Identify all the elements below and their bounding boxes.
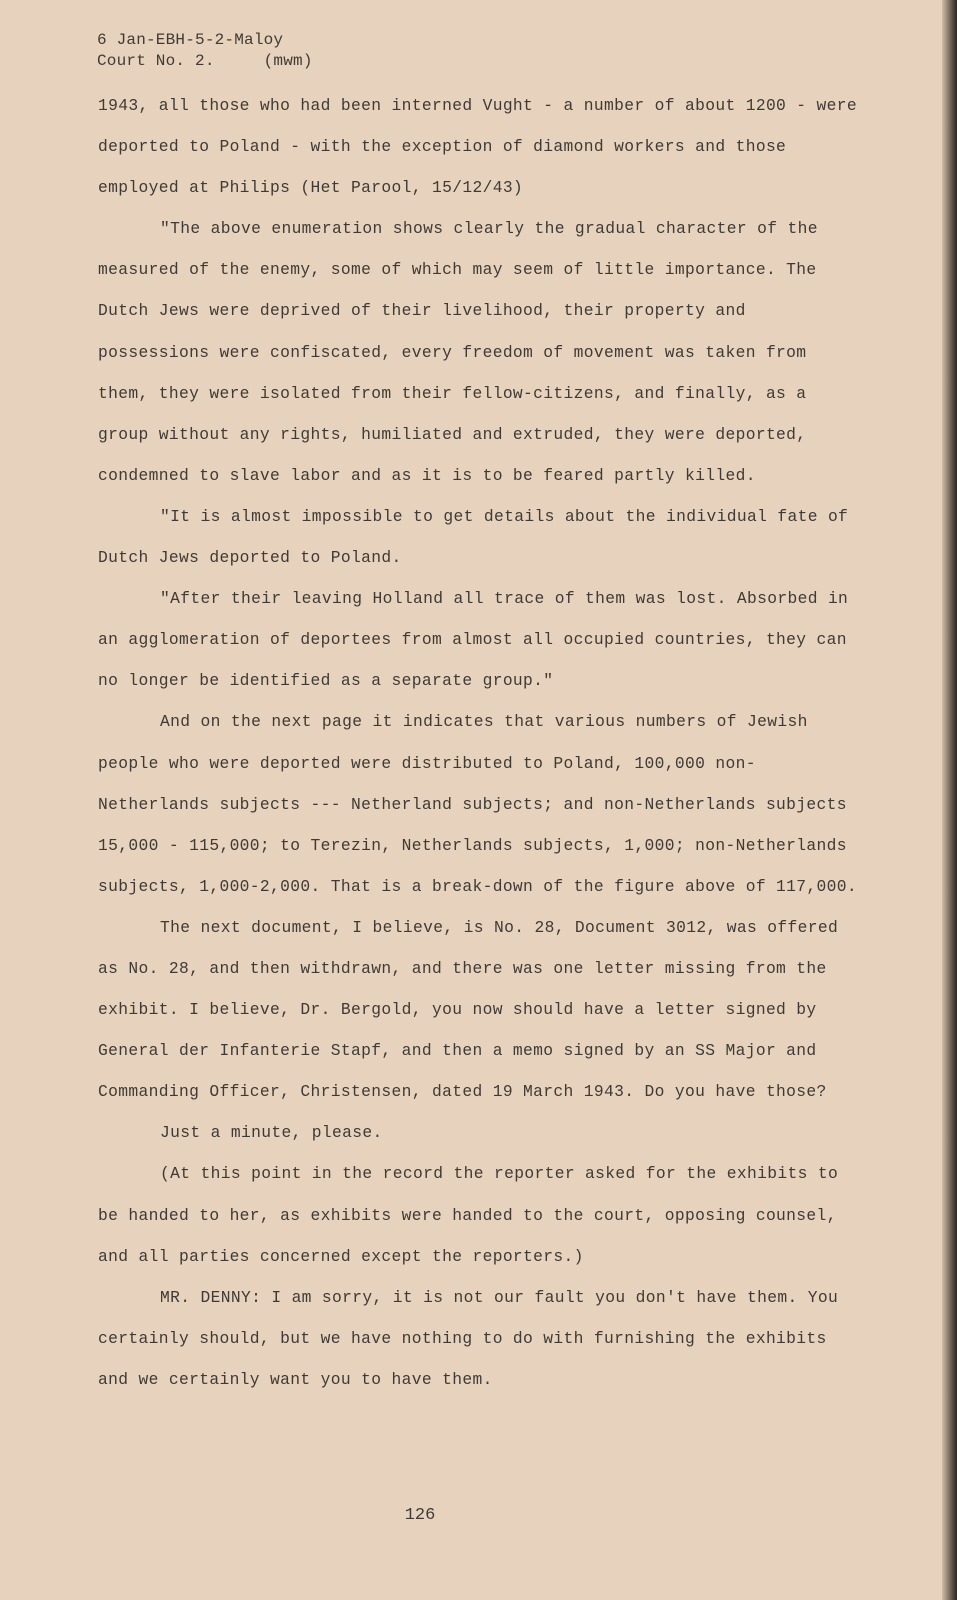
transcript-body	[98, 85, 858, 1400]
paragraph: 1943, all those who had been interned Vught - a number of about 1200 - were deported to Poland - with the exception of diamond workers and those employed at Philips (Het Parool, 15/12/43)	[98, 96, 858, 198]
header-court: Court No. 2. (mwm)	[97, 52, 313, 70]
paragraph: Just a minute, please.	[160, 1123, 383, 1143]
paragraph: MR. DENNY: I am sorry, it is not our fault you don't have them. You certainly should, but we have nothing to do with furnishing the exhibits and we certainly want you to have them.	[98, 1287, 839, 1389]
page-edge	[942, 0, 957, 1600]
paragraph: The next document, I believe, is No. 28, Document 3012, was offered as No. 28, and then withdrawn, and there was one letter missing from the exhibit. I believe, Dr. Bergold, you now should have a letter signed by General der Infanterie Stapf, and then a memo signed by an SS Major and Commanding Officer, Christensen, dated 19 March 1943. Do you have those?	[98, 917, 839, 1102]
paragraph: And on the next page it indicates that various numbers of Jewish people who were deported were distributed to Poland, 100,000 non-Netherlands subjects --- Netherland subjects; and non-Netherlands subjects 15,000 - 115,000; to Terezin, Netherlands subjects, 1,000; non-Netherlands subjects, 1,000-2,000. That is a break-down of the figure above of 117,000.	[98, 712, 858, 896]
paragraph: "It is almost impossible to get details about the individual fate of Dutch Jews deported to Poland.	[98, 506, 849, 568]
paragraph: (At this point in the record the reporter asked for the exhibits to be handed to her, as exhibits were handed to the court, opposing counsel, and all parties concerned except the reporters.)	[98, 1164, 839, 1266]
page-number: 126	[404, 1506, 436, 1525]
header-case-id: 6 Jan-EBH-5-2-Maloy	[97, 31, 284, 49]
page-header	[97, 30, 313, 72]
paragraph: "The above enumeration shows clearly the gradual character of the measured of the enemy, some of which may seem of little importance. The Dutch Jews were deprived of their livelihood, their property and possessions were confiscated, every freedom of movement was taken from them, they were isolated from their fellow-citizens, and finally, as a group without any rights, humiliated and extruded, they were deported, condemned to slave labor and as it is to be feared partly killed.	[98, 219, 818, 485]
paragraph: "After their leaving Holland all trace of them was lost. Absorbed in an agglomeration of deportees from almost all occupied countries, they can no longer be identified as a separate group."	[98, 589, 849, 691]
